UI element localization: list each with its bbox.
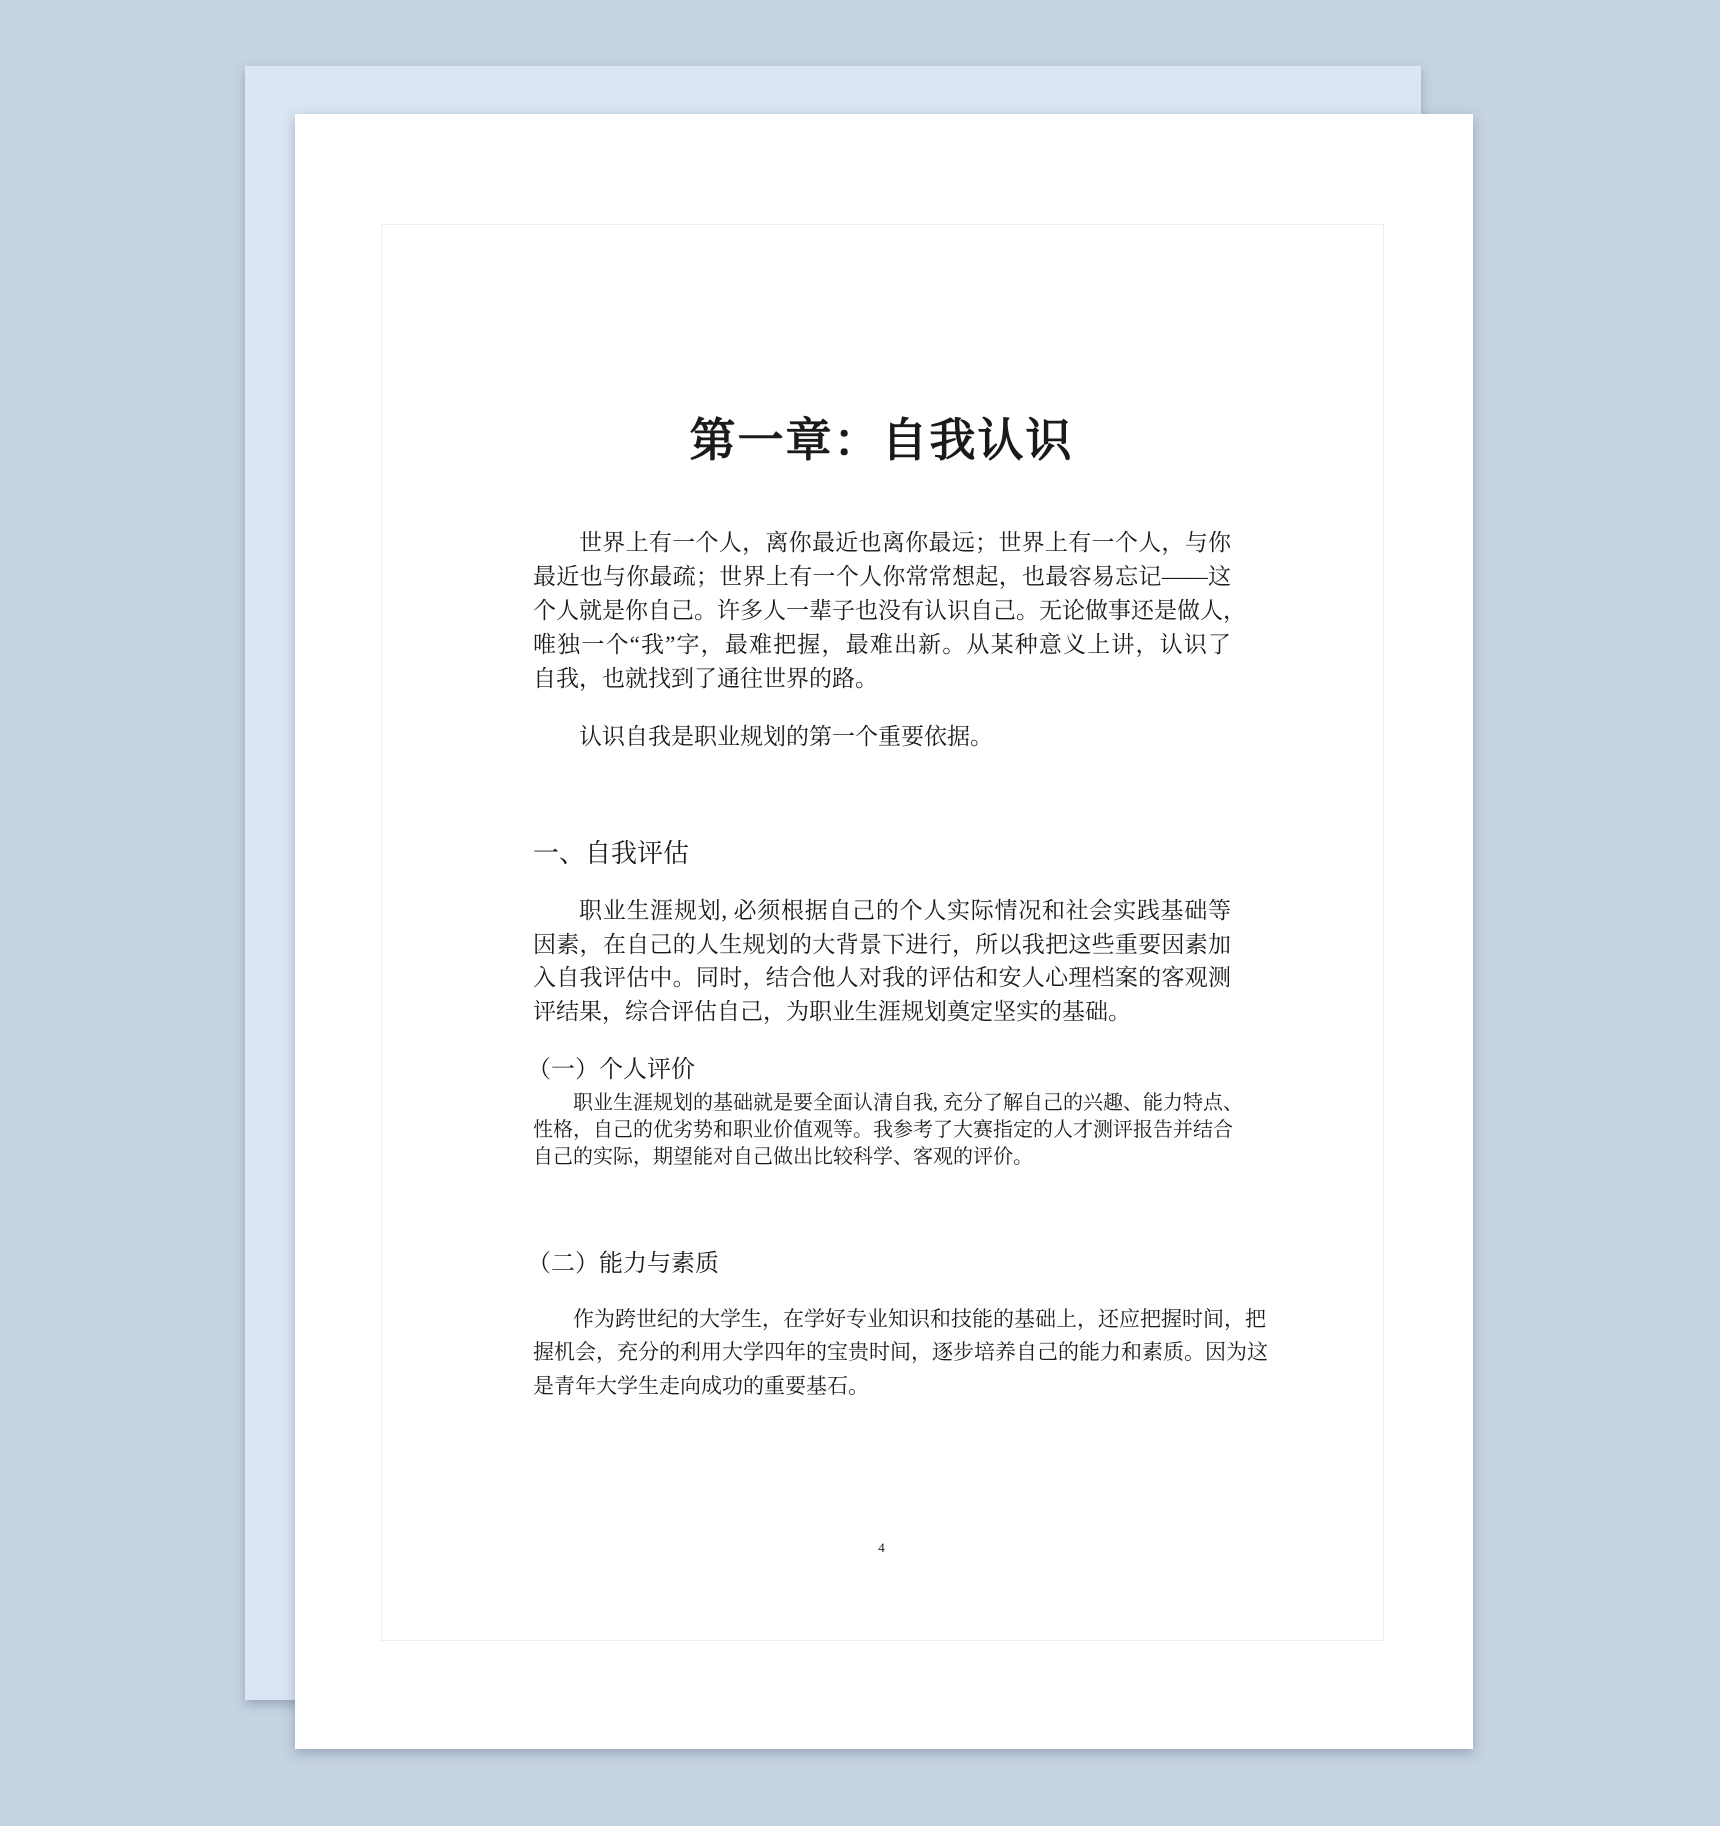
text-line: 职业生涯规划, 必须根据自己的个人实际情况和社会实践基础等 — [579, 898, 1231, 923]
text-line: 世界上有一个人，离你最近也离你最远；世界上有一个人，与你 — [579, 530, 1231, 555]
page-number: 4 — [878, 1540, 885, 1555]
text-line: 唯独一个“我”字，最难把握，最难出新。从某种意义上讲，认识了 — [533, 632, 1231, 657]
text-line: 评结果，综合评估自己，为职业生涯规划奠定坚实的基础。 — [533, 999, 1131, 1024]
text-line: 性格，自己的优劣势和职业价值观等。我参考了大赛指定的人才测评报告并结合 — [533, 1119, 1233, 1141]
text-line: 自己的实际，期望能对自己做出比较科学、客观的评价。 — [533, 1146, 1033, 1168]
intro-summary: 认识自我是职业规划的第一个重要依据。 — [579, 724, 993, 749]
text-line: 个人就是你自己。许多人一辈子也没有认识自己。无论做事还是做人， — [533, 598, 1246, 623]
text-line: 握机会，充分的利用大学四年的宝贵时间，逐步培养自己的能力和素质。因为这 — [533, 1340, 1268, 1364]
subsection-heading-ability-quality: （二）能力与素质 — [527, 1251, 719, 1277]
chapter-title: 第一章：自我认识 — [689, 415, 1074, 466]
text-line: 自我，也就找到了通往世界的路。 — [533, 666, 878, 691]
text-line: 最近也与你最疏；世界上有一个人你常常想起，也最容易忘记——这 — [533, 564, 1231, 589]
text-line: 职业生涯规划的基础就是要全面认清自我, 充分了解自己的兴趣、能力特点、 — [573, 1092, 1243, 1114]
text-line: 是青年大学生走向成功的重要基石。 — [533, 1374, 869, 1398]
subsection-heading-personal-evaluation: （一）个人评价 — [527, 1057, 695, 1083]
text-line: 作为跨世纪的大学生，在学好专业知识和技能的基础上，还应把握时间，把 — [573, 1307, 1266, 1331]
text-line: 因素，在自己的人生规划的大背景下进行，所以我把这些重要因素加 — [533, 932, 1231, 957]
section-heading-self-assessment: 一、自我评估 — [533, 839, 690, 868]
text-line: 入自我评估中。同时，结合他人对我的评估和安人心理档案的客观测 — [533, 965, 1231, 990]
